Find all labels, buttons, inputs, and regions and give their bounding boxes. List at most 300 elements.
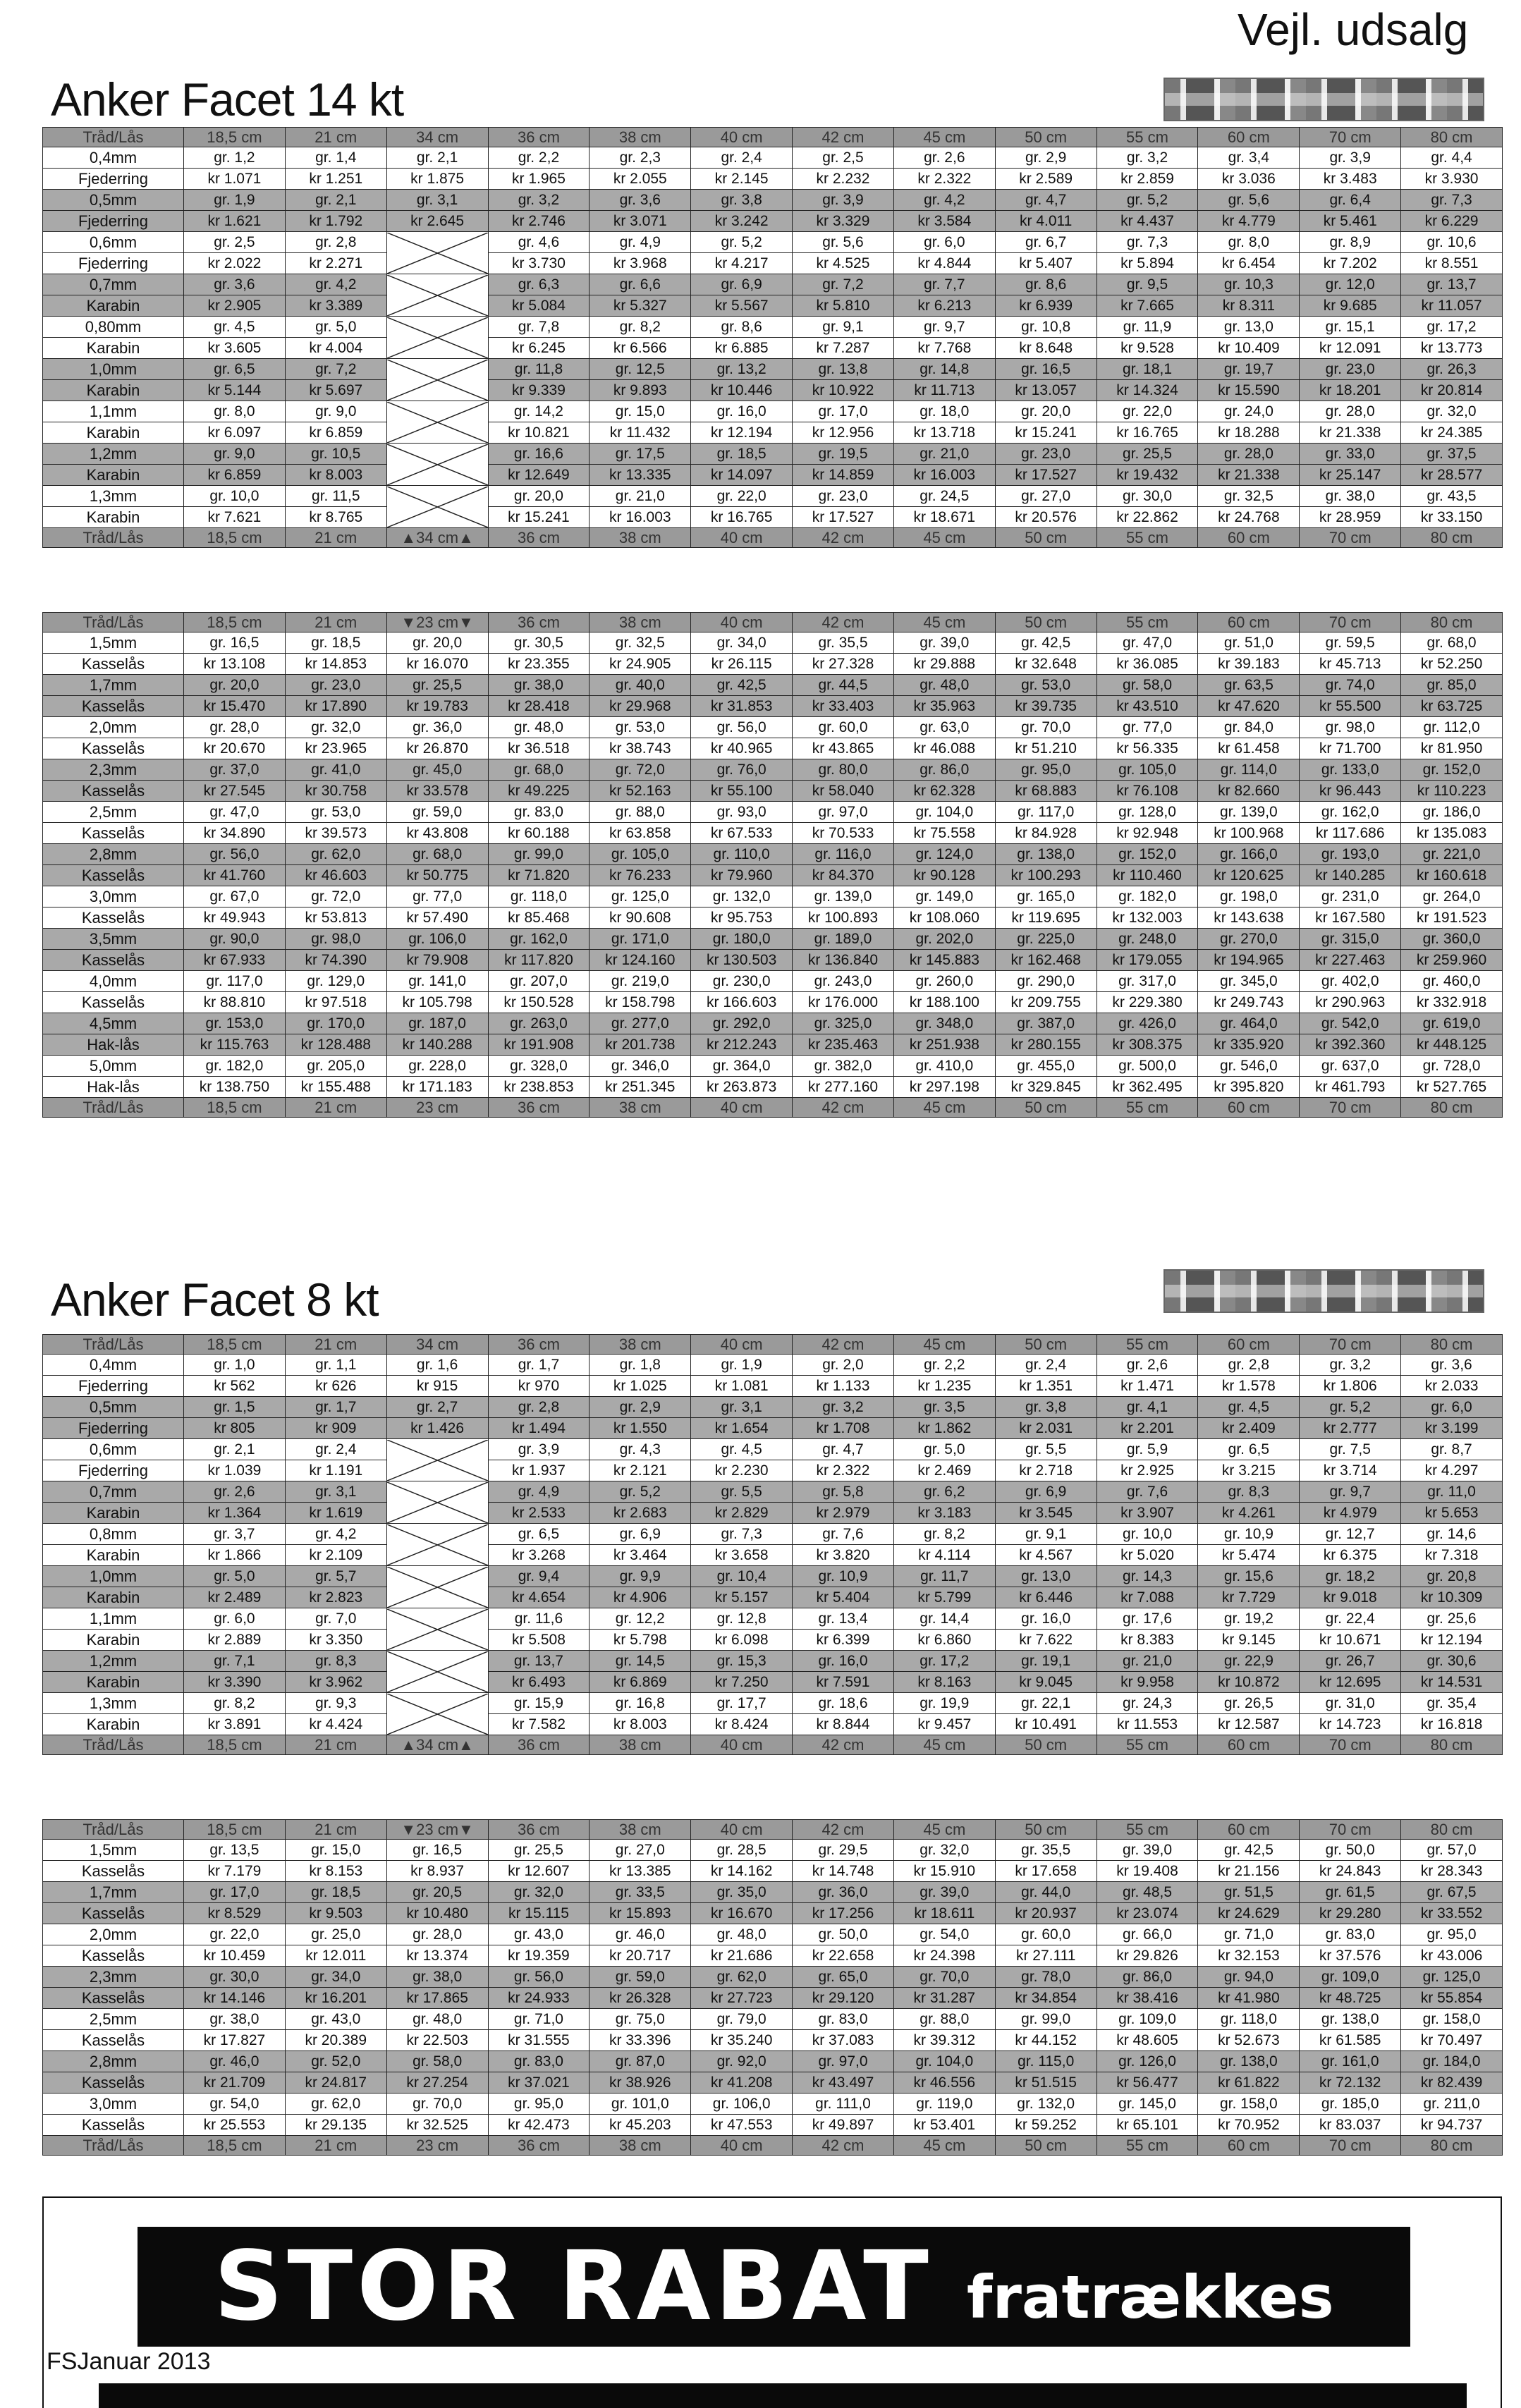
table-row (43, 338, 1503, 359)
wire-thickness: 0,4mm (43, 147, 184, 169)
weight-cell: gr. 88,0 (590, 802, 691, 823)
price-cell: kr 6.869 (590, 1672, 691, 1693)
price-cell: kr 140.285 (1300, 865, 1401, 886)
weight-cell: gr. 2,1 (184, 1439, 286, 1460)
table-row (43, 1651, 1503, 1672)
weight-cell: gr. 104,0 (893, 2051, 995, 2072)
weight-cell: gr. 125,0 (590, 886, 691, 907)
weight-cell: gr. 728,0 (1401, 1056, 1503, 1077)
price-cell: kr 4.424 (285, 1714, 386, 1735)
table-row (43, 1397, 1503, 1418)
price-cell: kr 7.622 (995, 1630, 1097, 1651)
weight-cell: gr. 1,1 (285, 1355, 386, 1376)
weight-cell: gr. 3,6 (1401, 1355, 1503, 1376)
weight-cell: gr. 132,0 (995, 2094, 1097, 2115)
weight-cell: gr. 42,5 (995, 632, 1097, 654)
weight-cell: gr. 53,0 (995, 675, 1097, 696)
lock-type: Kasselås (43, 696, 184, 717)
table-row (43, 1545, 1503, 1566)
weight-cell: gr. 12,8 (691, 1608, 793, 1630)
table-row (43, 865, 1503, 886)
weight-cell: gr. 1,7 (285, 1397, 386, 1418)
weight-cell: gr. 17,7 (691, 1693, 793, 1714)
price-cell: kr 7.088 (1097, 1587, 1198, 1608)
price-cell: kr 6.399 (793, 1630, 894, 1651)
weight-cell: gr. 12,5 (590, 359, 691, 380)
wire-thickness: 1,2mm (43, 1651, 184, 1672)
price-cell: kr 3.483 (1300, 169, 1401, 190)
weight-cell: gr. 7,3 (691, 1524, 793, 1545)
weight-cell: gr. 10,8 (995, 317, 1097, 338)
weight-cell: gr. 13,8 (793, 359, 894, 380)
column-header: 36 cm (488, 613, 590, 632)
column-footer: Tråd/Lås (43, 2136, 184, 2156)
price-cell: kr 1.494 (488, 1418, 590, 1439)
weight-cell: gr. 166,0 (1198, 844, 1300, 865)
weight-cell: gr. 11,7 (893, 1566, 995, 1587)
weight-cell: gr. 48,0 (488, 717, 590, 738)
price-cell: kr 6.213 (893, 295, 995, 317)
price-cell: kr 3.242 (691, 211, 793, 232)
price-cell: kr 135.083 (1401, 823, 1503, 844)
weight-cell: gr. 1,0 (184, 1355, 286, 1376)
price-cell: kr 6.939 (995, 295, 1097, 317)
price-cell: kr 43.497 (793, 2072, 894, 2094)
price-cell: kr 43.808 (386, 823, 488, 844)
weight-cell: gr. 62,0 (691, 1967, 793, 1988)
table-row (43, 823, 1503, 844)
price-cell: kr 55.500 (1300, 696, 1401, 717)
table-row (43, 1882, 1503, 1903)
wire-thickness: 3,0mm (43, 886, 184, 907)
price-cell: kr 7.591 (793, 1672, 894, 1693)
price-cell: kr 259.960 (1401, 950, 1503, 971)
price-cell: kr 41.980 (1198, 1988, 1300, 2009)
weight-cell: gr. 66,0 (1097, 1924, 1198, 1945)
price-cell: kr 26.870 (386, 738, 488, 759)
price-cell: kr 29.280 (1300, 1903, 1401, 1924)
price-cell: kr 3.036 (1198, 169, 1300, 190)
price-cell: kr 5.894 (1097, 253, 1198, 274)
price-table-14kt-thick (42, 612, 1503, 1118)
weight-cell: gr. 27,0 (995, 486, 1097, 507)
price-cell: kr 18.201 (1300, 380, 1401, 401)
table-row (43, 274, 1503, 295)
weight-cell: gr. 387,0 (995, 1013, 1097, 1034)
wire-thickness: 1,5mm (43, 632, 184, 654)
price-cell: kr 39.312 (893, 2030, 995, 2051)
wire-thickness: 1,0mm (43, 1566, 184, 1587)
lock-type: Kasselås (43, 992, 184, 1013)
price-cell: kr 6.454 (1198, 253, 1300, 274)
column-footer: 36 cm (488, 1735, 590, 1755)
weight-cell: gr. 16,5 (184, 632, 286, 654)
column-header: 38 cm (590, 613, 691, 632)
column-footer: 36 cm (488, 1098, 590, 1118)
price-cell: kr 46.088 (893, 738, 995, 759)
price-cell: kr 166.603 (691, 992, 793, 1013)
table-row (43, 295, 1503, 317)
weight-cell: gr. 260,0 (893, 971, 995, 992)
weight-cell: gr. 26,3 (1401, 359, 1503, 380)
column-footer: 80 cm (1401, 528, 1503, 548)
price-cell: kr 21.338 (1198, 465, 1300, 486)
weight-cell: gr. 22,1 (995, 1693, 1097, 1714)
weight-cell: gr. 95,0 (1401, 1924, 1503, 1945)
weight-cell: gr. 8,2 (893, 1524, 995, 1545)
price-cell: kr 22.862 (1097, 507, 1198, 528)
price-cell: kr 36.085 (1097, 654, 1198, 675)
table-row (43, 1355, 1503, 1376)
weight-cell: gr. 2,4 (691, 147, 793, 169)
weight-cell: gr. 4,3 (590, 1439, 691, 1460)
price-cell: kr 3.545 (995, 1503, 1097, 1524)
lock-type: Kasselås (43, 654, 184, 675)
price-cell: kr 11.553 (1097, 1714, 1198, 1735)
weight-cell: gr. 30,6 (1401, 1651, 1503, 1672)
price-cell: kr 15.241 (488, 507, 590, 528)
column-header: 38 cm (590, 128, 691, 147)
weight-cell: gr. 86,0 (893, 759, 995, 781)
price-cell: kr 63.858 (590, 823, 691, 844)
price-cell: kr 38.743 (590, 738, 691, 759)
price-cell: kr 110.223 (1401, 781, 1503, 802)
wire-thickness: 0,7mm (43, 1481, 184, 1503)
column-header: Tråd/Lås (43, 1820, 184, 1840)
weight-cell: gr. 46,0 (184, 2051, 286, 2072)
table-row (43, 1418, 1503, 1439)
unavailable-cell (386, 274, 488, 317)
lock-type: Karabin (43, 1503, 184, 1524)
weight-cell: gr. 15,9 (488, 1693, 590, 1714)
table-row (43, 2094, 1503, 2115)
weight-cell: gr. 345,0 (1198, 971, 1300, 992)
weight-cell: gr. 4,9 (590, 232, 691, 253)
weight-cell: gr. 11,5 (285, 486, 386, 507)
price-cell: kr 1.937 (488, 1460, 590, 1481)
price-cell: kr 20.814 (1401, 380, 1503, 401)
column-header: 34 cm (386, 1335, 488, 1355)
weight-cell: gr. 25,5 (1097, 444, 1198, 465)
weight-cell: gr. 158,0 (1401, 2009, 1503, 2030)
price-cell: kr 2.121 (590, 1460, 691, 1481)
price-cell: kr 2.022 (184, 253, 286, 274)
price-cell: kr 6.566 (590, 338, 691, 359)
price-cell: kr 117.686 (1300, 823, 1401, 844)
footer-row (43, 2136, 1503, 2156)
price-cell: kr 9.503 (285, 1903, 386, 1924)
price-cell: kr 7.729 (1198, 1587, 1300, 1608)
weight-cell: gr. 72,0 (590, 759, 691, 781)
weight-cell: gr. 63,0 (893, 717, 995, 738)
weight-cell: gr. 3,2 (488, 190, 590, 211)
weight-cell: gr. 6,2 (893, 1481, 995, 1503)
table-row (43, 1608, 1503, 1630)
column-footer: 38 cm (590, 528, 691, 548)
weight-cell: gr. 619,0 (1401, 1013, 1503, 1034)
price-cell: kr 1.364 (184, 1503, 286, 1524)
table-row (43, 211, 1503, 232)
lock-type: Fjederring (43, 169, 184, 190)
weight-cell: gr. 158,0 (1198, 2094, 1300, 2115)
table-row (43, 1924, 1503, 1945)
weight-cell: gr. 3,2 (793, 1397, 894, 1418)
unavailable-cell (386, 1439, 488, 1481)
lock-type: Kasselås (43, 907, 184, 929)
weight-cell: gr. 58,0 (1097, 675, 1198, 696)
weight-cell: gr. 6,0 (1401, 1397, 1503, 1418)
price-cell: kr 24.398 (893, 1945, 995, 1967)
wire-thickness: 1,3mm (43, 1693, 184, 1714)
weight-cell: gr. 67,5 (1401, 1882, 1503, 1903)
price-cell: kr 3.820 (793, 1545, 894, 1566)
table-row (43, 359, 1503, 380)
weight-cell: gr. 71,0 (488, 2009, 590, 2030)
price-cell: kr 26.328 (590, 1988, 691, 2009)
weight-cell: gr. 34,0 (691, 632, 793, 654)
weight-cell: gr. 3,9 (488, 1439, 590, 1460)
price-cell: kr 4.297 (1401, 1460, 1503, 1481)
weight-cell: gr. 72,0 (285, 886, 386, 907)
price-cell: kr 9.685 (1300, 295, 1401, 317)
weight-cell: gr. 12,2 (590, 1608, 691, 1630)
weight-cell: gr. 28,5 (691, 1840, 793, 1861)
price-cell: kr 1.862 (893, 1418, 995, 1439)
weight-cell: gr. 4,4 (1401, 147, 1503, 169)
table-row (43, 380, 1503, 401)
weight-cell: gr. 23,0 (1300, 359, 1401, 380)
price-cell: kr 70.497 (1401, 2030, 1503, 2051)
weight-cell: gr. 25,0 (285, 1924, 386, 1945)
unavailable-cell (386, 444, 488, 486)
column-header: 70 cm (1300, 613, 1401, 632)
price-cell: kr 2.683 (590, 1503, 691, 1524)
price-cell: kr 179.055 (1097, 950, 1198, 971)
table-row (43, 1988, 1503, 2009)
weight-cell: gr. 346,0 (590, 1056, 691, 1077)
price-cell: kr 63.725 (1401, 696, 1503, 717)
price-cell: kr 15.241 (995, 422, 1097, 444)
weight-cell: gr. 6,5 (184, 359, 286, 380)
price-cell: kr 59.252 (995, 2115, 1097, 2136)
lock-type: Kasselås (43, 1861, 184, 1882)
weight-cell: gr. 21,0 (590, 486, 691, 507)
column-footer: 40 cm (691, 1098, 793, 1118)
price-cell: kr 6.229 (1401, 211, 1503, 232)
price-cell: kr 160.618 (1401, 865, 1503, 886)
price-cell: kr 1.426 (386, 1418, 488, 1439)
weight-cell: gr. 15,6 (1198, 1566, 1300, 1587)
price-cell: kr 8.765 (285, 507, 386, 528)
price-cell: kr 28.343 (1401, 1861, 1503, 1882)
header-row (43, 613, 1503, 632)
price-cell: kr 562 (184, 1376, 286, 1397)
price-cell: kr 12.011 (285, 1945, 386, 1967)
weight-cell: gr. 48,5 (1097, 1882, 1198, 1903)
weight-cell: gr. 141,0 (386, 971, 488, 992)
weight-cell: gr. 7,2 (793, 274, 894, 295)
weight-cell: gr. 20,0 (386, 632, 488, 654)
column-footer: 55 cm (1097, 528, 1198, 548)
price-cell: kr 167.580 (1300, 907, 1401, 929)
weight-cell: gr. 9,9 (590, 1566, 691, 1587)
weight-cell: gr. 20,0 (995, 401, 1097, 422)
weight-cell: gr. 35,4 (1401, 1693, 1503, 1714)
footer-row (43, 1098, 1503, 1118)
price-cell: kr 9.339 (488, 380, 590, 401)
price-cell: kr 201.738 (590, 1034, 691, 1056)
weight-cell: gr. 2,5 (184, 232, 286, 253)
price-cell: kr 8.424 (691, 1714, 793, 1735)
price-cell: kr 297.198 (893, 1077, 995, 1098)
weight-cell: gr. 115,0 (995, 2051, 1097, 2072)
price-cell: kr 96.443 (1300, 781, 1401, 802)
weight-cell: gr. 8,2 (590, 317, 691, 338)
weight-cell: gr. 22,0 (1097, 401, 1198, 422)
weight-cell: gr. 80,0 (793, 759, 894, 781)
price-cell: kr 136.840 (793, 950, 894, 971)
weight-cell: gr. 2,6 (893, 147, 995, 169)
weight-cell: gr. 74,0 (1300, 675, 1401, 696)
table-row (43, 738, 1503, 759)
wire-thickness: 1,7mm (43, 675, 184, 696)
price-cell: kr 2.145 (691, 169, 793, 190)
table-row (43, 971, 1503, 992)
weight-cell: gr. 6,9 (691, 274, 793, 295)
weight-cell: gr. 7,1 (184, 1651, 286, 1672)
price-cell: kr 8.311 (1198, 295, 1300, 317)
weight-cell: gr. 76,0 (691, 759, 793, 781)
price-cell: kr 3.199 (1401, 1418, 1503, 1439)
weight-cell: gr. 117,0 (184, 971, 286, 992)
retail-price-label: Vejl. udsalg (1238, 4, 1469, 55)
weight-cell: gr. 34,0 (285, 1967, 386, 1988)
weight-cell: gr. 315,0 (1300, 929, 1401, 950)
price-cell: kr 1.191 (285, 1460, 386, 1481)
price-cell: kr 332.918 (1401, 992, 1503, 1013)
weight-cell: gr. 1,8 (590, 1355, 691, 1376)
price-cell: kr 16.765 (1097, 422, 1198, 444)
price-cell: kr 2.905 (184, 295, 286, 317)
price-cell: kr 970 (488, 1376, 590, 1397)
price-cell: kr 15.910 (893, 1861, 995, 1882)
weight-cell: gr. 45,0 (386, 759, 488, 781)
column-footer: 45 cm (893, 1098, 995, 1118)
banner-main-text: STOR RABAT (214, 2231, 933, 2342)
price-cell: kr 1.965 (488, 169, 590, 190)
column-footer: Tråd/Lås (43, 528, 184, 548)
weight-cell: gr. 2,6 (1097, 1355, 1198, 1376)
table-row (43, 886, 1503, 907)
price-cell: kr 47.620 (1198, 696, 1300, 717)
table-row (43, 802, 1503, 823)
price-cell: kr 10.671 (1300, 1630, 1401, 1651)
weight-cell: gr. 98,0 (285, 929, 386, 950)
weight-cell: gr. 46,0 (590, 1924, 691, 1945)
weight-cell: gr. 29,5 (793, 1840, 894, 1861)
price-cell: kr 61.585 (1300, 2030, 1401, 2051)
price-cell: kr 2.230 (691, 1460, 793, 1481)
price-cell: kr 23.355 (488, 654, 590, 675)
price-cell: kr 41.208 (691, 2072, 793, 2094)
table-row (43, 401, 1503, 422)
column-footer: 40 cm (691, 528, 793, 548)
weight-cell: gr. 14,5 (590, 1651, 691, 1672)
price-cell: kr 162.468 (995, 950, 1097, 971)
weight-cell: gr. 18,2 (1300, 1566, 1401, 1587)
price-cell: kr 2.746 (488, 211, 590, 232)
weight-cell: gr. 13,4 (793, 1608, 894, 1630)
weight-cell: gr. 162,0 (488, 929, 590, 950)
lock-type: Fjederring (43, 253, 184, 274)
column-header: 18,5 cm (184, 613, 286, 632)
weight-cell: gr. 18,1 (1097, 359, 1198, 380)
price-cell: kr 28.959 (1300, 507, 1401, 528)
column-footer: 80 cm (1401, 1098, 1503, 1118)
weight-cell: gr. 637,0 (1300, 1056, 1401, 1077)
column-footer: 60 cm (1198, 1735, 1300, 1755)
column-footer: 38 cm (590, 1098, 691, 1118)
weight-cell: gr. 3,2 (1300, 1355, 1401, 1376)
price-cell: kr 67.533 (691, 823, 793, 844)
price-cell: kr 6.245 (488, 338, 590, 359)
weight-cell: gr. 104,0 (893, 802, 995, 823)
table-row (43, 1013, 1503, 1034)
price-cell: kr 12.695 (1300, 1672, 1401, 1693)
weight-cell: gr. 11,6 (488, 1608, 590, 1630)
price-cell: kr 52.250 (1401, 654, 1503, 675)
weight-cell: gr. 10,0 (184, 486, 286, 507)
weight-cell: gr. 186,0 (1401, 802, 1503, 823)
table-row (43, 422, 1503, 444)
price-cell: kr 35.240 (691, 2030, 793, 2051)
price-cell: kr 14.748 (793, 1861, 894, 1882)
price-cell: kr 49.943 (184, 907, 286, 929)
lock-type: Kasselås (43, 781, 184, 802)
price-cell: kr 2.201 (1097, 1418, 1198, 1439)
price-cell: kr 1.654 (691, 1418, 793, 1439)
price-cell: kr 1.619 (285, 1503, 386, 1524)
column-footer: 50 cm (995, 528, 1097, 548)
weight-cell: gr. 7,3 (1097, 232, 1198, 253)
price-cell: kr 1.792 (285, 211, 386, 232)
wire-thickness: 2,3mm (43, 1967, 184, 1988)
price-cell: kr 7.665 (1097, 295, 1198, 317)
price-cell: kr 448.125 (1401, 1034, 1503, 1056)
header-row (43, 1820, 1503, 1840)
price-cell: kr 238.853 (488, 1077, 590, 1098)
price-cell: kr 3.730 (488, 253, 590, 274)
price-cell: kr 362.495 (1097, 1077, 1198, 1098)
weight-cell: gr. 9,7 (893, 317, 995, 338)
column-header: 40 cm (691, 128, 793, 147)
weight-cell: gr. 109,0 (1300, 1967, 1401, 1988)
weight-cell: gr. 4,5 (1198, 1397, 1300, 1418)
price-cell: kr 1.621 (184, 211, 286, 232)
wire-thickness: 2,0mm (43, 717, 184, 738)
weight-cell: gr. 6,7 (995, 232, 1097, 253)
weight-cell: gr. 84,0 (1198, 717, 1300, 738)
table-row (43, 1903, 1503, 1924)
column-footer: 40 cm (691, 2136, 793, 2156)
weight-cell: gr. 6,4 (1300, 190, 1401, 211)
price-cell: kr 4.114 (893, 1545, 995, 1566)
wire-thickness: 0,6mm (43, 232, 184, 253)
weight-cell: gr. 38,0 (488, 675, 590, 696)
weight-cell: gr. 54,0 (184, 2094, 286, 2115)
price-cell: kr 14.531 (1401, 1672, 1503, 1693)
weight-cell: gr. 10,4 (691, 1566, 793, 1587)
